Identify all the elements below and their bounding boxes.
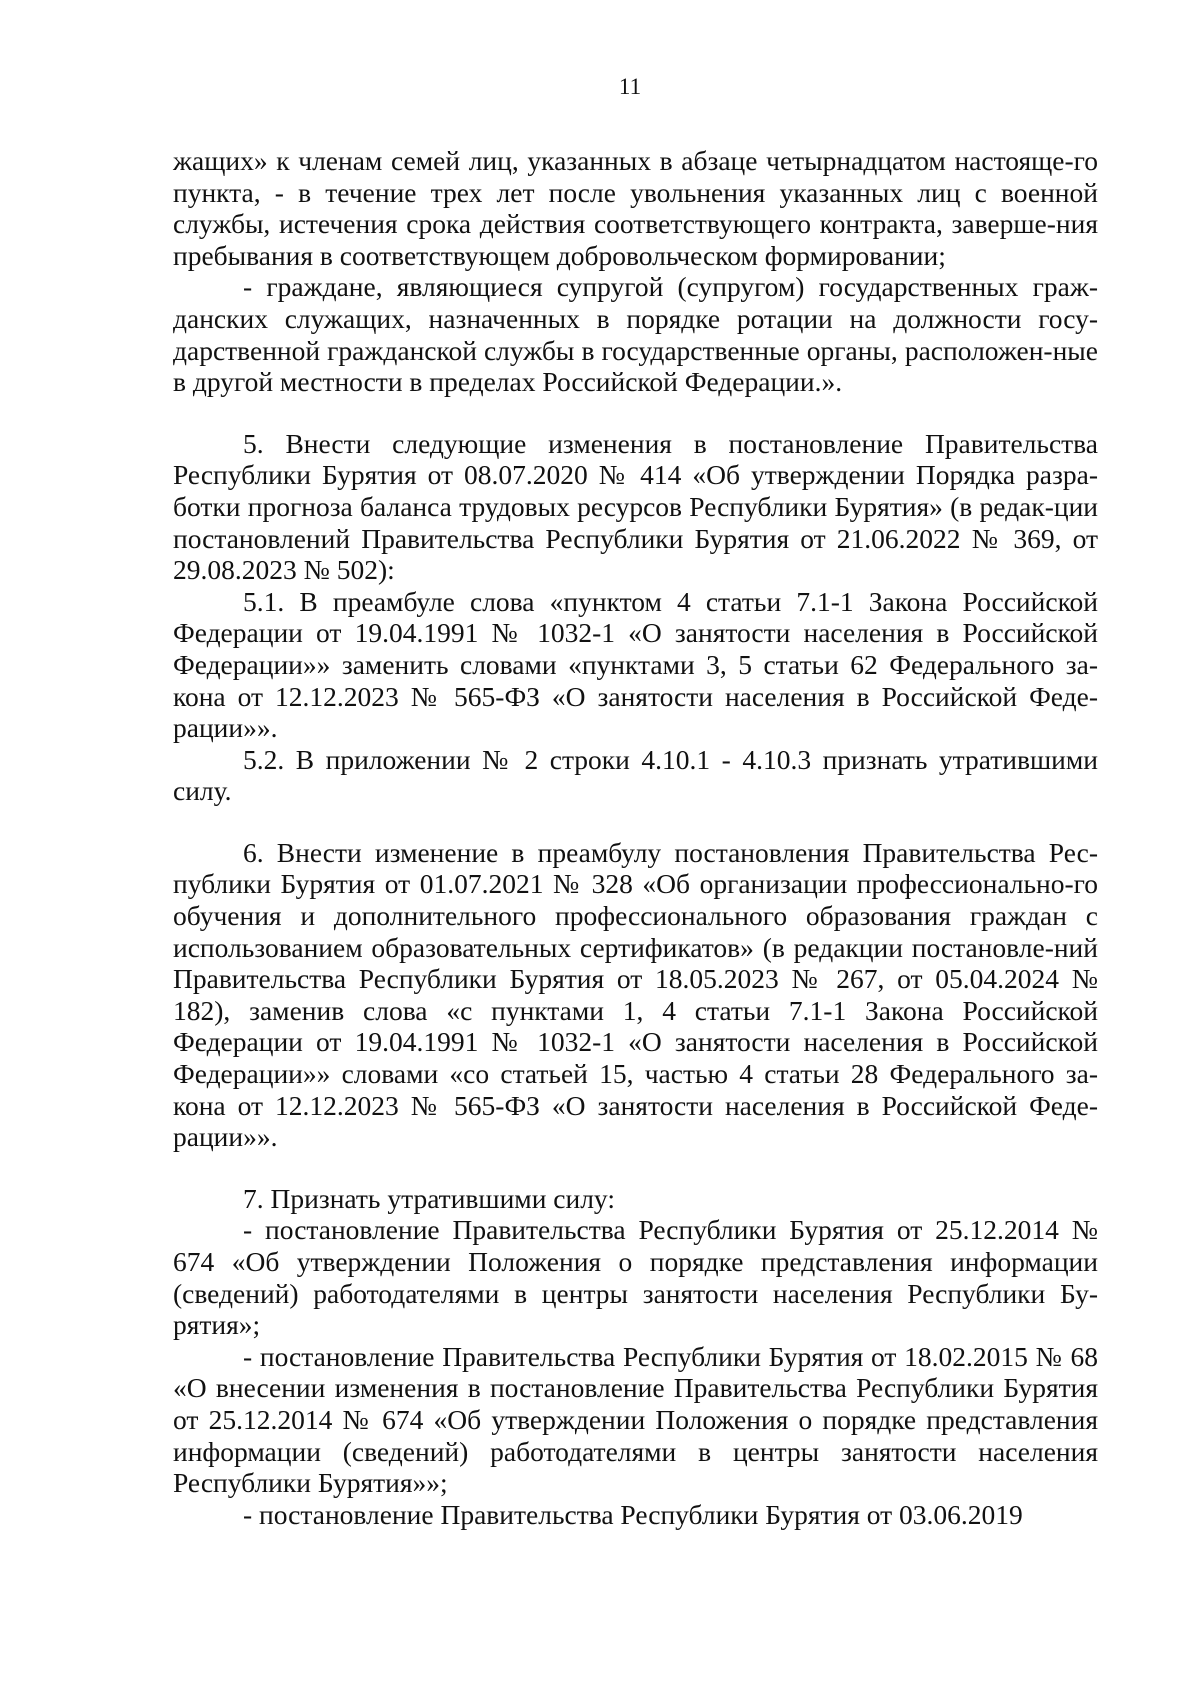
- page-number: 11: [618, 74, 642, 99]
- paragraph-item-7-entry-3: - постановление Правительства Республики Бурятия от 03.06.2019: [243, 1498, 1023, 1530]
- paragraph-item-7-entry-2: - постановление Правительства Республики Бурятия от 18.02.2015 № 68 «О внесении изменения в постановление Правительства Республики Бурятия от 25.12.2014 № 674 «Об утверждении Положения о порядке представления информации (сведений) работодателями в центры занятости населения Республики Бурятия»»;: [173, 1340, 1098, 1499]
- paragraph-item-7-entry-1: - постановление Правительства Республики Бурятия от 25.12.2014 № 674 «Об утверждении Положения о порядке представления информации (сведений) работодателями в центры занятости населения Республики Бу-рятия»;: [173, 1214, 1098, 1341]
- paragraph-item-5: 5. Внести следующие изменения в постановление Правительства Республики Бурятия от 08.07.2020 № 414 «Об утверждении Порядка разра-ботки прогноза баланса трудовых ресурсов Республики Бурятия» (в редак-ции постановлений Правительства Республики Бурятия от 21.06.2022 № 369, от 29.08.2023 № 502):: [173, 427, 1098, 586]
- paragraph-item-7: 7. Признать утратившими силу:: [243, 1182, 615, 1214]
- paragraph-continuation: жащих» к членам семей лиц, указанных в абзаце четырнадцатом настояще-го пункта, - в течение трех лет после увольнения указанных лиц с военной службы, истечения срока действия соответствующего контракта, заверше-ния пребывания в соответствующем добровольческом формировании;: [173, 145, 1098, 271]
- paragraph-spouse-clause: - граждане, являющиеся супругой (супругом) государственных граж-данских служащих, назначенных в порядке ротации на должности госу-дарственной гражданской службы в государственные органы, расположен-ные в другой местности в пределах Российской Федерации.».: [173, 271, 1098, 398]
- paragraph-item-5-1: 5.1. В преамбуле слова «пунктом 4 статьи 7.1-1 Закона Российской Федерации от 19.04.1991 № 1032-1 «О занятости населения в Российской Федерации»» заменить словами «пунктами 3, 5 статьи 62 Федерального за-кона от 12.12.2023 № 565-ФЗ «О занятости населения в Российской Феде-рации»».: [173, 585, 1098, 744]
- document-body: [173, 145, 1098, 1530]
- paragraph-item-5-2: 5.2. В приложении № 2 строки 4.10.1 - 4.10.3 признать утратившими силу.: [173, 743, 1098, 807]
- paragraph-item-6: 6. Внести изменение в преамбулу постановления Правительства Рес-публики Бурятия от 01.07.2021 № 328 «Об организации профессионально-го обучения и дополнительного профессионального образования граждан с использованием образовательных сертификатов» (в редакции постановле-ний Правительства Республики Бурятия от 18.05.2023 № 267, от 05.04.2024 № 182), заменив слова «с пунктами 1, 4 статьи 7.1-1 Закона Российской Федерации от 19.04.1991 № 1032-1 «О занятости населения в Российской Федерации»» словами «со статьей 15, частью 4 статьи 28 Федерального за-кона от 12.12.2023 № 565-ФЗ «О занятости населения в Российской Феде-рации»».: [173, 836, 1098, 1153]
